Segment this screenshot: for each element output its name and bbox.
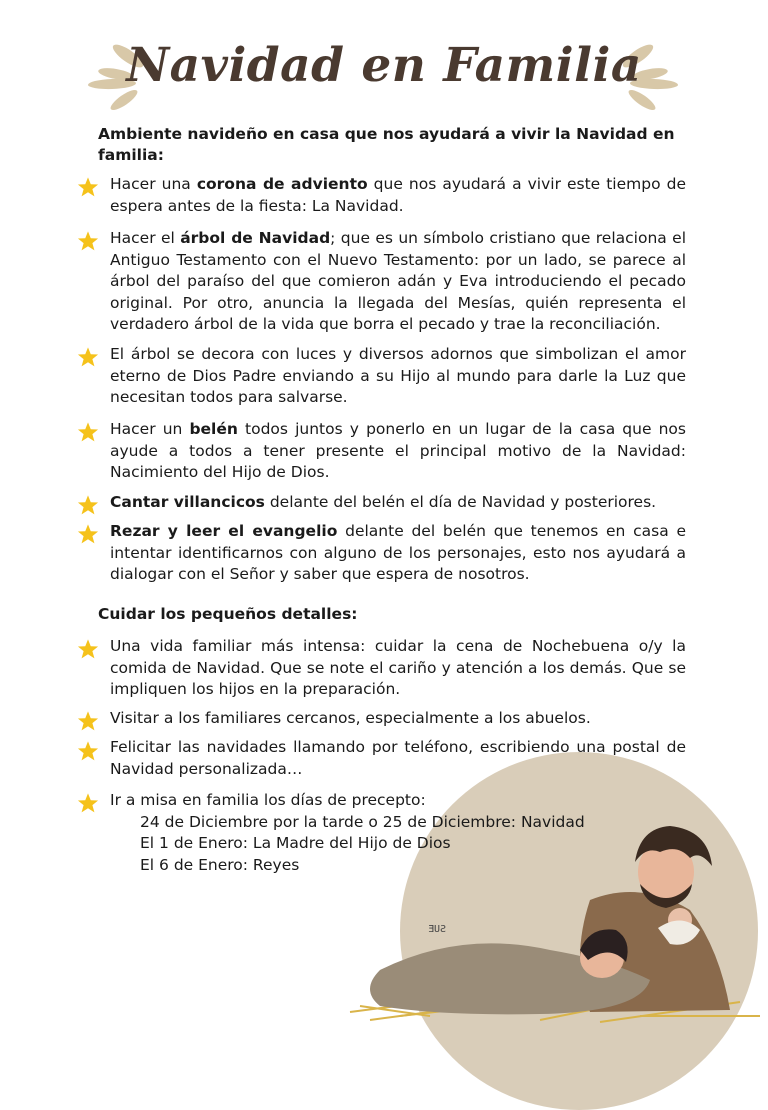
section-heading-detalles: Cuidar los pequeños detalles: [98,605,358,623]
list-item: Hacer el árbol de Navidad; que es un símbolo cristiano que relaciona el Antiguo Testamento con el Nuevo Testamento: por un lado, se parece al árbol del paraíso del que comieron adán y Eva introduciendo el pecado original. Por otro, anuncia la llegada del Mesías, quién representa el verdadero árbol de la vida que borra el pecado y trae la reconciliación. [110,229,687,333]
star-icon [77,176,99,198]
list-item: El árbol se decora con luces y diversos adornos que simbolizan el amor eterno de Dios Padre enviando a su Hijo al mundo para darle la Luz que necesitan todos para salvarse. [110,345,686,406]
star-icon [77,710,99,732]
section-heading-ambiente: Ambiente navideño en casa que nos ayudará a vivir la Navidad en familia: [98,125,675,164]
list-item: Felicitar las navidades llamando por teléfono, escribiendo una postal de Navidad personalizada… [110,738,686,778]
list-item: Hacer un belén todos juntos y ponerlo en un lugar de la casa que nos ayude a todos a tener presente el principal motivo de la Navidad: Nacimiento del Hijo de Dios. [110,420,686,481]
list-item: Una vida familiar más intensa: cuidar la cena de Nochebuena o/y la comida de Navidad. Que se note el cariño y atención a los demás. Que se impliquen los hijos en la preparación. [110,637,686,698]
star-icon [77,230,99,252]
star-icon [77,421,99,443]
star-icon [77,523,99,545]
date-line: El 1 de Enero: La Madre del Hijo de Dios [140,834,451,852]
svg-text:ƎUƧ: ƎUƧ [428,924,447,935]
list-item: Cantar villancicos delante del belén el día de Navidad y posteriores. [110,493,657,511]
date-line: 24 de Diciembre por la tarde o 25 de Diciembre: Navidad [140,813,585,831]
date-line: El 6 de Enero: Reyes [140,856,300,874]
list-item: Rezar y leer el evangelio delante del belén que tenemos en casa e intentar identificarnos con alguno de los personajes, esto nos ayudará a dialogar con el Señor y saber que espera de nosotros. [110,522,687,583]
star-icon [77,740,99,762]
list-item: Visitar a los familiares cercanos, especialmente a los abuelos. [110,709,591,727]
star-icon [77,346,99,368]
list-item: Hacer una corona de adviento que nos ayudará a vivir este tiempo de espera antes de la fiesta: La Navidad. [110,175,686,215]
star-icon [77,638,99,660]
list-item: Ir a misa en familia los días de precepto: [110,791,426,809]
page-title: Navidad en Familia [126,38,642,93]
star-icon [77,792,99,814]
star-icon [77,494,99,516]
